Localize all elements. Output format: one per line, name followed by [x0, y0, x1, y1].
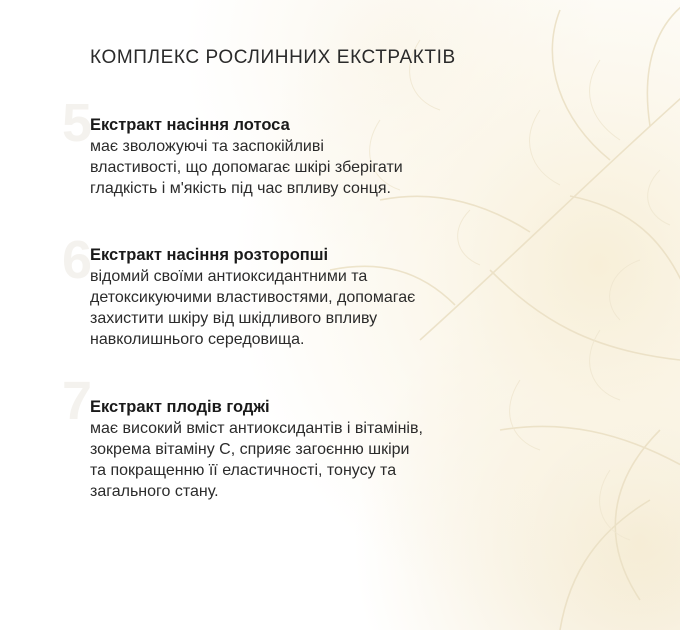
- section-description: має високий вміст антиоксидантів і вітамінів, зокрема вітаміну С, сприяє загоєнню шкіри та покращенню її еластичності, тонусу та загального стану.: [90, 420, 423, 500]
- background-numeral: 5: [62, 93, 93, 153]
- section-heading: Екстракт насіння розторопші: [90, 246, 329, 264]
- extract-section-lotus: [90, 115, 520, 199]
- extract-section-milk-thistle: [90, 245, 520, 350]
- background-numeral: 6: [62, 230, 93, 290]
- section-description: має зволожуючі та заспокійливі властивості, що допомагає шкірі зберігати гладкість і м'якість під час впливу сонця.: [90, 138, 403, 197]
- background-numeral: 7: [62, 371, 93, 431]
- extract-section-goji: [90, 397, 520, 502]
- section-description: відомий своїми антиоксидантними та детоксикуючими властивостями, допомагає захистити шкіру від шкідливого впливу навколишнього середовища.: [90, 268, 416, 348]
- page-title: КОМПЛЕКС РОСЛИННИХ ЕКСТРАКТІВ: [90, 47, 456, 68]
- section-heading: Екстракт насіння лотоса: [90, 116, 290, 134]
- section-heading: Екстракт плодів годжі: [90, 398, 270, 416]
